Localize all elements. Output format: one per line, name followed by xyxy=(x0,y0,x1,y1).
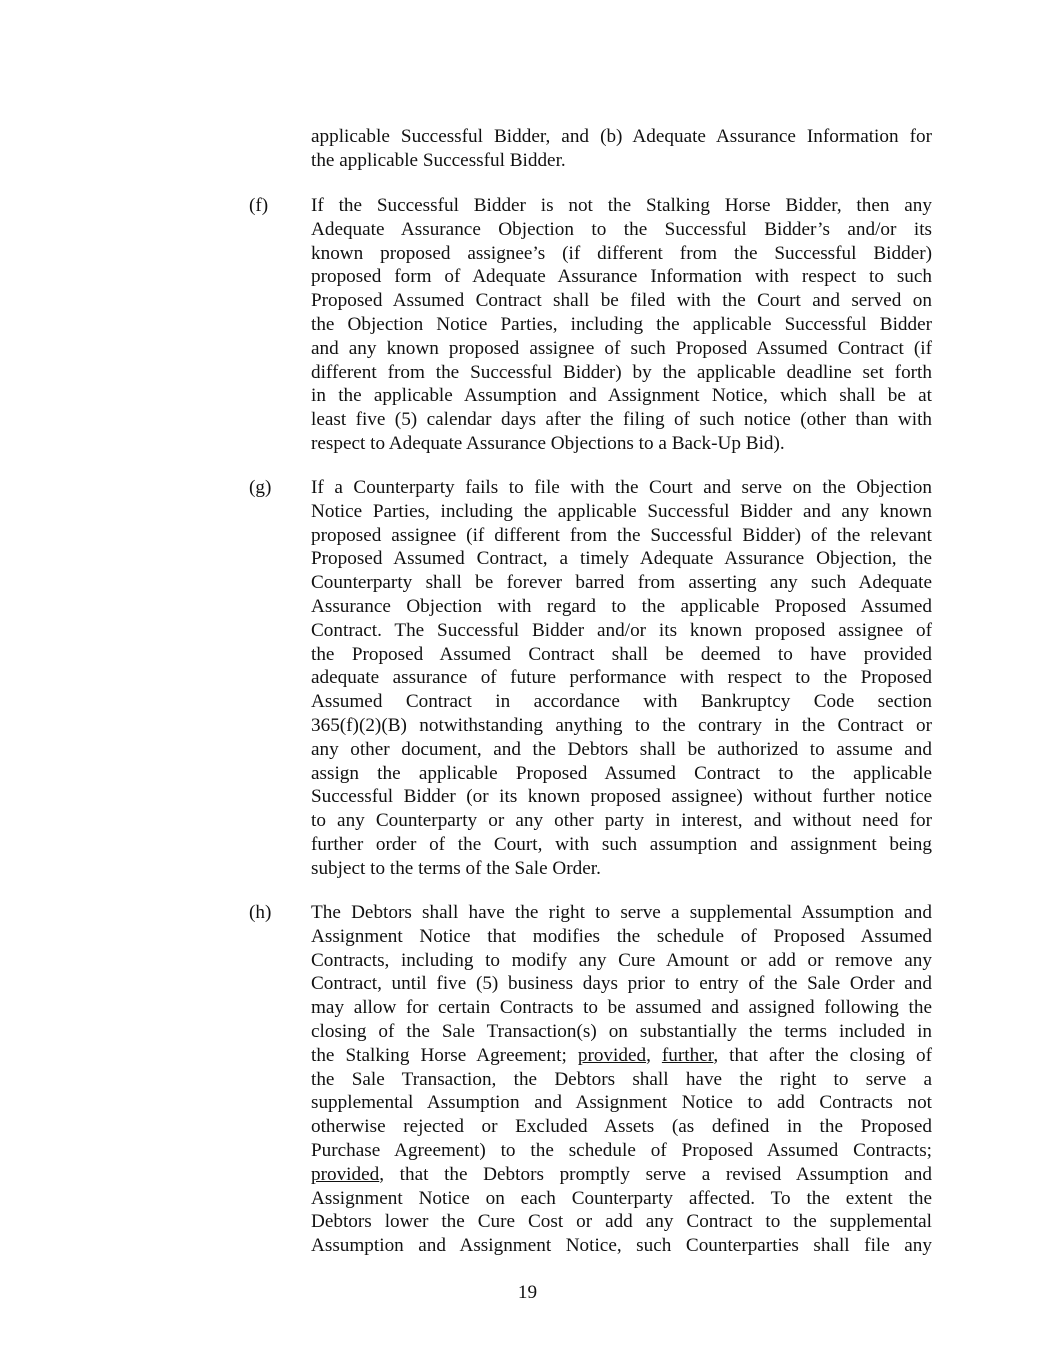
text-line: proposed assignee (if different from the Successful Bidder) of the relevant xyxy=(311,524,932,546)
text-line: may allow for certain Contracts to be assumed and assigned following the xyxy=(311,997,932,1019)
text-line: known proposed assignee’s (if different from the Successful Bidder) xyxy=(311,242,932,264)
text-line: Assignment Notice on each Counterparty affected. To the extent the xyxy=(311,1187,932,1209)
text-line: closing of the Sale Transaction(s) on substantially the terms included in xyxy=(311,1020,932,1042)
underlined-term: provided xyxy=(577,1044,647,1066)
text-line: Adequate Assurance Objection to the Successful Bidder’s and/or its xyxy=(311,218,932,240)
text-line: Assumed Contract in accordance with Bankruptcy Code section xyxy=(311,691,932,713)
text-line: Successful Bidder (or its known proposed assignee) without further notice xyxy=(311,786,932,808)
text-line: Counterparty shall be forever barred from asserting any such Adequate xyxy=(311,572,932,594)
text-line: the Stalking Horse Agreement; provided, further, that after the closing of xyxy=(311,1044,933,1066)
text-line: the Objection Notice Parties, including the applicable Successful Bidder xyxy=(311,313,932,335)
text-line: respect to Adequate Assurance Objections to a Back-Up Bid). xyxy=(311,432,785,454)
page-number: 19 xyxy=(517,1282,538,1303)
text-line: assign the applicable Proposed Assumed Contract to the applicable xyxy=(311,762,932,784)
text-line: Proposed Assumed Contract shall be filed with the Court and served on xyxy=(311,290,932,312)
text-line: applicable Successful Bidder, and (b) Adequate Assurance Information for xyxy=(311,126,932,147)
paragraph-label: (h) xyxy=(249,902,272,923)
text-line: Purchase Agreement) to the schedule of Proposed Assumed Contracts; xyxy=(311,1139,932,1161)
text-line: Proposed Assumed Contract, a timely Adequate Assurance Objection, the xyxy=(311,548,932,570)
paragraph-body xyxy=(311,901,932,1258)
text-line: least five (5) calendar days after the filing of such notice (other than with xyxy=(311,409,932,431)
text-line: subject to the terms of the Sale Order. xyxy=(311,857,601,879)
text-line: provided, that the Debtors promptly serve a revised Assumption and xyxy=(311,1163,932,1185)
paragraph-label: (f) xyxy=(249,195,269,216)
text-line: Contracts, including to modify any Cure Amount or add or remove any xyxy=(311,949,932,971)
paragraph-label: (g) xyxy=(249,477,272,498)
text-line: adequate assurance of future performance with respect to the Proposed xyxy=(311,667,932,689)
text-line: the Sale Transaction, the Debtors shall have the right to serve a xyxy=(311,1068,932,1090)
text-line: proposed form of Adequate Assurance Information with respect to such xyxy=(311,266,932,288)
underlined-term: further xyxy=(661,1044,714,1066)
text-line: Debtors lower the Cure Cost or add any Contract to the supplemental xyxy=(311,1211,932,1233)
underlined-term: provided xyxy=(311,1163,380,1185)
paragraph-body xyxy=(311,194,932,456)
text-line: otherwise rejected or Excluded Assets (as defined in the Proposed xyxy=(311,1116,932,1138)
text-line: If the Successful Bidder is not the Stalking Horse Bidder, then any xyxy=(311,195,932,216)
text-line: Notice Parties, including the applicable Successful Bidder and any known xyxy=(311,500,932,522)
text-line: different from the Successful Bidder) by the applicable deadline set forth xyxy=(311,361,932,383)
text-line: If a Counterparty fails to file with the Court and serve on the Objection xyxy=(311,477,932,498)
text-line: Contract. The Successful Bidder and/or its known proposed assignee of xyxy=(311,619,932,641)
text-line: and any known proposed assignee of such Proposed Assumed Contract (if xyxy=(311,337,932,359)
continuation-text xyxy=(311,125,932,173)
text-line: the applicable Successful Bidder. xyxy=(311,149,566,171)
text-line: further order of the Court, with such assumption and assignment being xyxy=(311,833,932,855)
text-line: to any Counterparty or any other party in interest, and without need for xyxy=(311,810,932,832)
text-line: 365(f)(2)(B) notwithstanding anything to the contrary in the Contract or xyxy=(311,714,932,736)
text-line: any other document, and the Debtors shall be authorized to assume and xyxy=(311,738,932,760)
text-line: Assignment Notice that modifies the schedule of Proposed Assumed xyxy=(311,925,932,947)
text-line: in the applicable Assumption and Assignment Notice, which shall be at xyxy=(311,385,932,407)
text-line: the Proposed Assumed Contract shall be deemed to have provided xyxy=(311,643,932,665)
text-line: Assurance Objection with regard to the applicable Proposed Assumed xyxy=(311,595,932,617)
text-line: Contract, until five (5) business days prior to entry of the Sale Order and xyxy=(311,973,932,995)
text-line: Assumption and Assignment Notice, such Counterparties shall file any xyxy=(311,1235,932,1257)
text-line: supplemental Assumption and Assignment Notice to add Contracts not xyxy=(311,1092,932,1114)
paragraph-body xyxy=(311,476,932,881)
text-line: The Debtors shall have the right to serve a supplemental Assumption and xyxy=(311,902,932,923)
